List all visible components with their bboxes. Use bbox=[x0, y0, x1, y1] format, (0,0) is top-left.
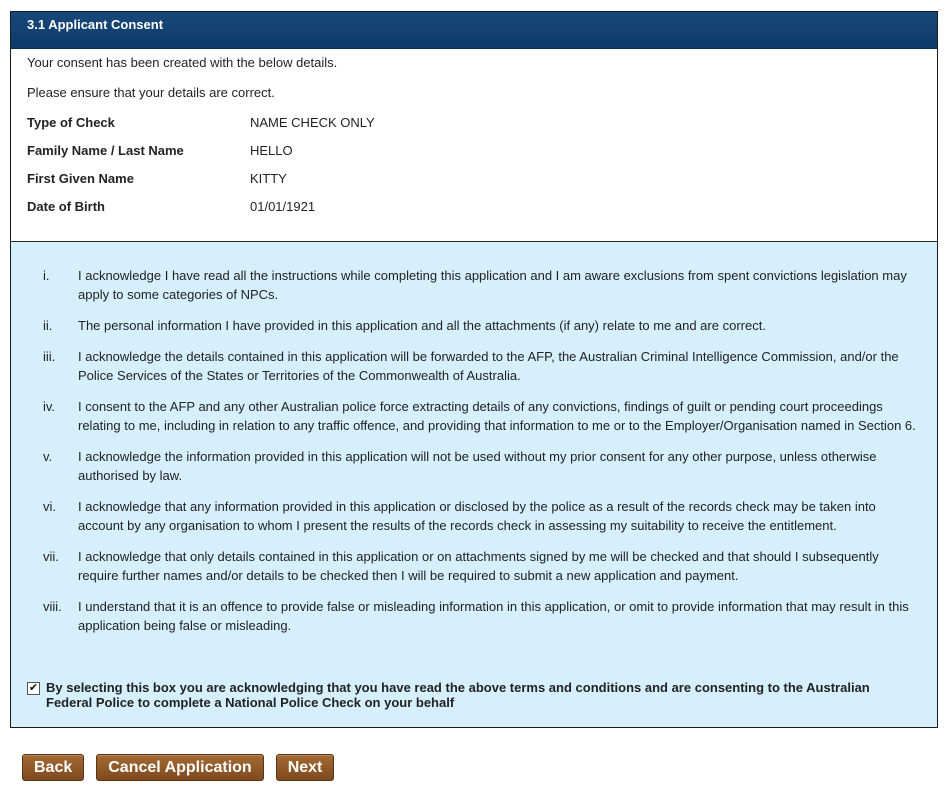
cancel-application-button[interactable]: Cancel Application bbox=[96, 754, 263, 781]
detail-row-family-name bbox=[27, 143, 937, 171]
detail-value: 01/01/1921 bbox=[250, 199, 316, 214]
applicant-consent-panel bbox=[10, 11, 938, 728]
detail-row-date-of-birth bbox=[27, 199, 937, 227]
term-item bbox=[43, 447, 917, 485]
next-button[interactable]: Next bbox=[276, 754, 335, 781]
detail-label: Family Name / Last Name bbox=[27, 143, 184, 158]
detail-row-type-of-check bbox=[27, 115, 937, 143]
intro-text-created: Your consent has been created with the below details. bbox=[27, 55, 338, 70]
detail-label: Date of Birth bbox=[27, 199, 105, 214]
term-text: I understand that it is an offence to provide false or misleading information in this application, or omit to provide information that may result in this application being false or misleading. bbox=[78, 599, 909, 633]
term-number: vi. bbox=[43, 499, 56, 514]
panel-title: 3.1 Applicant Consent bbox=[11, 12, 937, 49]
consent-checkbox[interactable]: ✔ bbox=[28, 682, 39, 694]
term-number: i. bbox=[43, 268, 50, 283]
terms-list bbox=[11, 242, 937, 635]
detail-value: NAME CHECK ONLY bbox=[250, 115, 375, 130]
detail-label: First Given Name bbox=[27, 171, 134, 186]
detail-label: Type of Check bbox=[27, 115, 115, 130]
term-text: I acknowledge I have read all the instructions while completing this application and I am aware exclusions from spent convictions legislation may apply to some categories of NPCs. bbox=[78, 268, 907, 302]
consent-terms-section bbox=[11, 241, 937, 727]
term-text: I acknowledge that any information provided in this application or disclosed by the police as a result of the records check may be taken into account by any organisation to whom I present the results of the records check in assessing my suitability to receive the entitlement. bbox=[78, 499, 876, 533]
intro-section bbox=[11, 49, 937, 100]
term-text: I acknowledge the details contained in this application will be forwarded to the AFP, the Australian Criminal Intelligence Commission, and/or the Police Services of the States or Territories of the Commonwealth of Australia. bbox=[78, 349, 899, 383]
term-item bbox=[43, 266, 917, 304]
consent-checkbox-label[interactable]: By selecting this box you are acknowledging that you have read the above terms and conditions and are consenting to the Australian Federal Police to complete a National Police Check on your behalf bbox=[46, 680, 870, 710]
intro-text-ensure: Please ensure that your details are correct. bbox=[27, 85, 275, 100]
term-item bbox=[43, 316, 917, 335]
term-text: I consent to the AFP and any other Australian police force extracting details of any convictions, findings of guilt or pending court proceedings relating to me, including in relation to any traffic offence, and providing that information to me or to the Employer/Organisation named in Section 6. bbox=[78, 399, 916, 433]
term-number: v. bbox=[43, 449, 53, 464]
consent-acknowledgement bbox=[27, 680, 917, 710]
term-number: iv. bbox=[43, 399, 56, 414]
term-number: ii. bbox=[43, 318, 53, 333]
term-number: iii. bbox=[43, 349, 56, 364]
term-number: vii. bbox=[43, 549, 59, 564]
navigation-buttons bbox=[22, 754, 346, 781]
term-text: I acknowledge the information provided in this application will not be used without my prior consent for any other purpose, unless otherwise authorised by law. bbox=[78, 449, 877, 483]
term-item bbox=[43, 597, 917, 635]
term-text: The personal information I have provided in this application and all the attachments (if any) relate to me and are correct. bbox=[78, 318, 766, 333]
term-item bbox=[43, 547, 917, 585]
term-item bbox=[43, 347, 917, 385]
detail-value: HELLO bbox=[250, 143, 293, 158]
back-button[interactable]: Back bbox=[22, 754, 84, 781]
detail-value: KITTY bbox=[250, 171, 287, 186]
term-number: viii. bbox=[43, 599, 62, 614]
term-item bbox=[43, 497, 917, 535]
term-text: I acknowledge that only details contained in this application or on attachments signed by me will be checked and that should I subsequently require further names and/or details to be checked then I will be required to submit a new application and payment. bbox=[78, 549, 879, 583]
detail-row-first-given-name bbox=[27, 171, 937, 199]
term-item bbox=[43, 397, 917, 435]
details-table bbox=[11, 115, 937, 227]
